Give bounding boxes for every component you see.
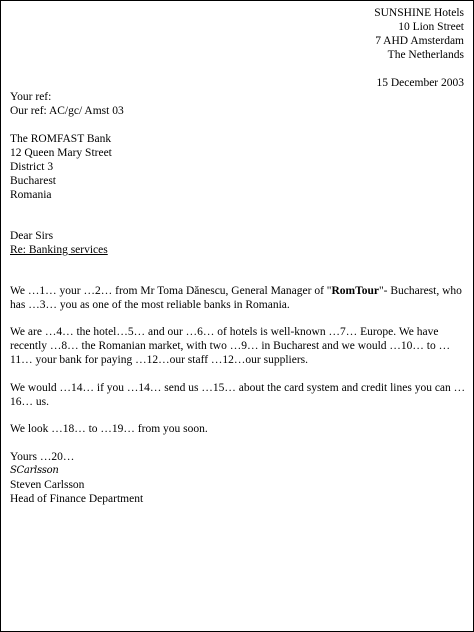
paragraph-1-end: "- Bucharest, who has …3… you as one of the most reliable banks in Romania.	[10, 285, 462, 311]
sender-company: SUNSHINE Hotels	[374, 7, 464, 19]
paragraph-1-start: We …1… your …2… from Mr Toma Dănescu, General Manager of "	[10, 285, 332, 297]
salutation: Dear Sirs	[10, 230, 54, 242]
letter-date: 15 December 2003	[376, 77, 464, 89]
recipient-country: Romania	[10, 189, 52, 201]
closing-block	[10, 450, 143, 506]
sender-country: The Netherlands	[387, 49, 464, 61]
sender-city: 7 AHD Amsterdam	[375, 35, 464, 47]
recipient-street: 12 Queen Mary Street	[10, 147, 112, 159]
our-ref: Our ref: AC/gc/ Amst 03	[10, 105, 124, 117]
sender-street: 10 Lion Street	[398, 21, 464, 33]
signatory-title: Head of Finance Department	[10, 493, 144, 505]
paragraph-1	[10, 284, 466, 312]
paragraph-4: We look …18… to …19… from you soon.	[10, 423, 208, 435]
romtour-name: RomTour	[331, 285, 379, 297]
closing-yours: Yours …20…	[10, 451, 75, 463]
recipient-city: Bucharest	[10, 175, 56, 187]
recipient-address	[10, 132, 112, 202]
signature: SCarlsson	[10, 465, 59, 476]
sender-address	[374, 6, 464, 62]
reference-block	[10, 90, 124, 118]
signatory-name: Steven Carlsson	[10, 479, 85, 491]
paragraph-2: We are …4… the hotel…5… and our …6… of hotels is well-known …7… Europe. We have recently …8… the Romanian market, with two …9… in Bucharest and we would …10… to …11… your bank for paying …12…our staff …12…our suppliers.	[10, 326, 451, 366]
your-ref: Your ref:	[10, 91, 52, 103]
paragraph-3: We would …14… if you …14… send us …15… about the card system and credit lines you can …16… us.	[10, 382, 466, 408]
subject-line: Re: Banking services	[10, 244, 108, 256]
recipient-district: District 3	[10, 161, 54, 173]
recipient-name: The ROMFAST Bank	[10, 133, 112, 145]
salutation-block	[10, 229, 108, 257]
